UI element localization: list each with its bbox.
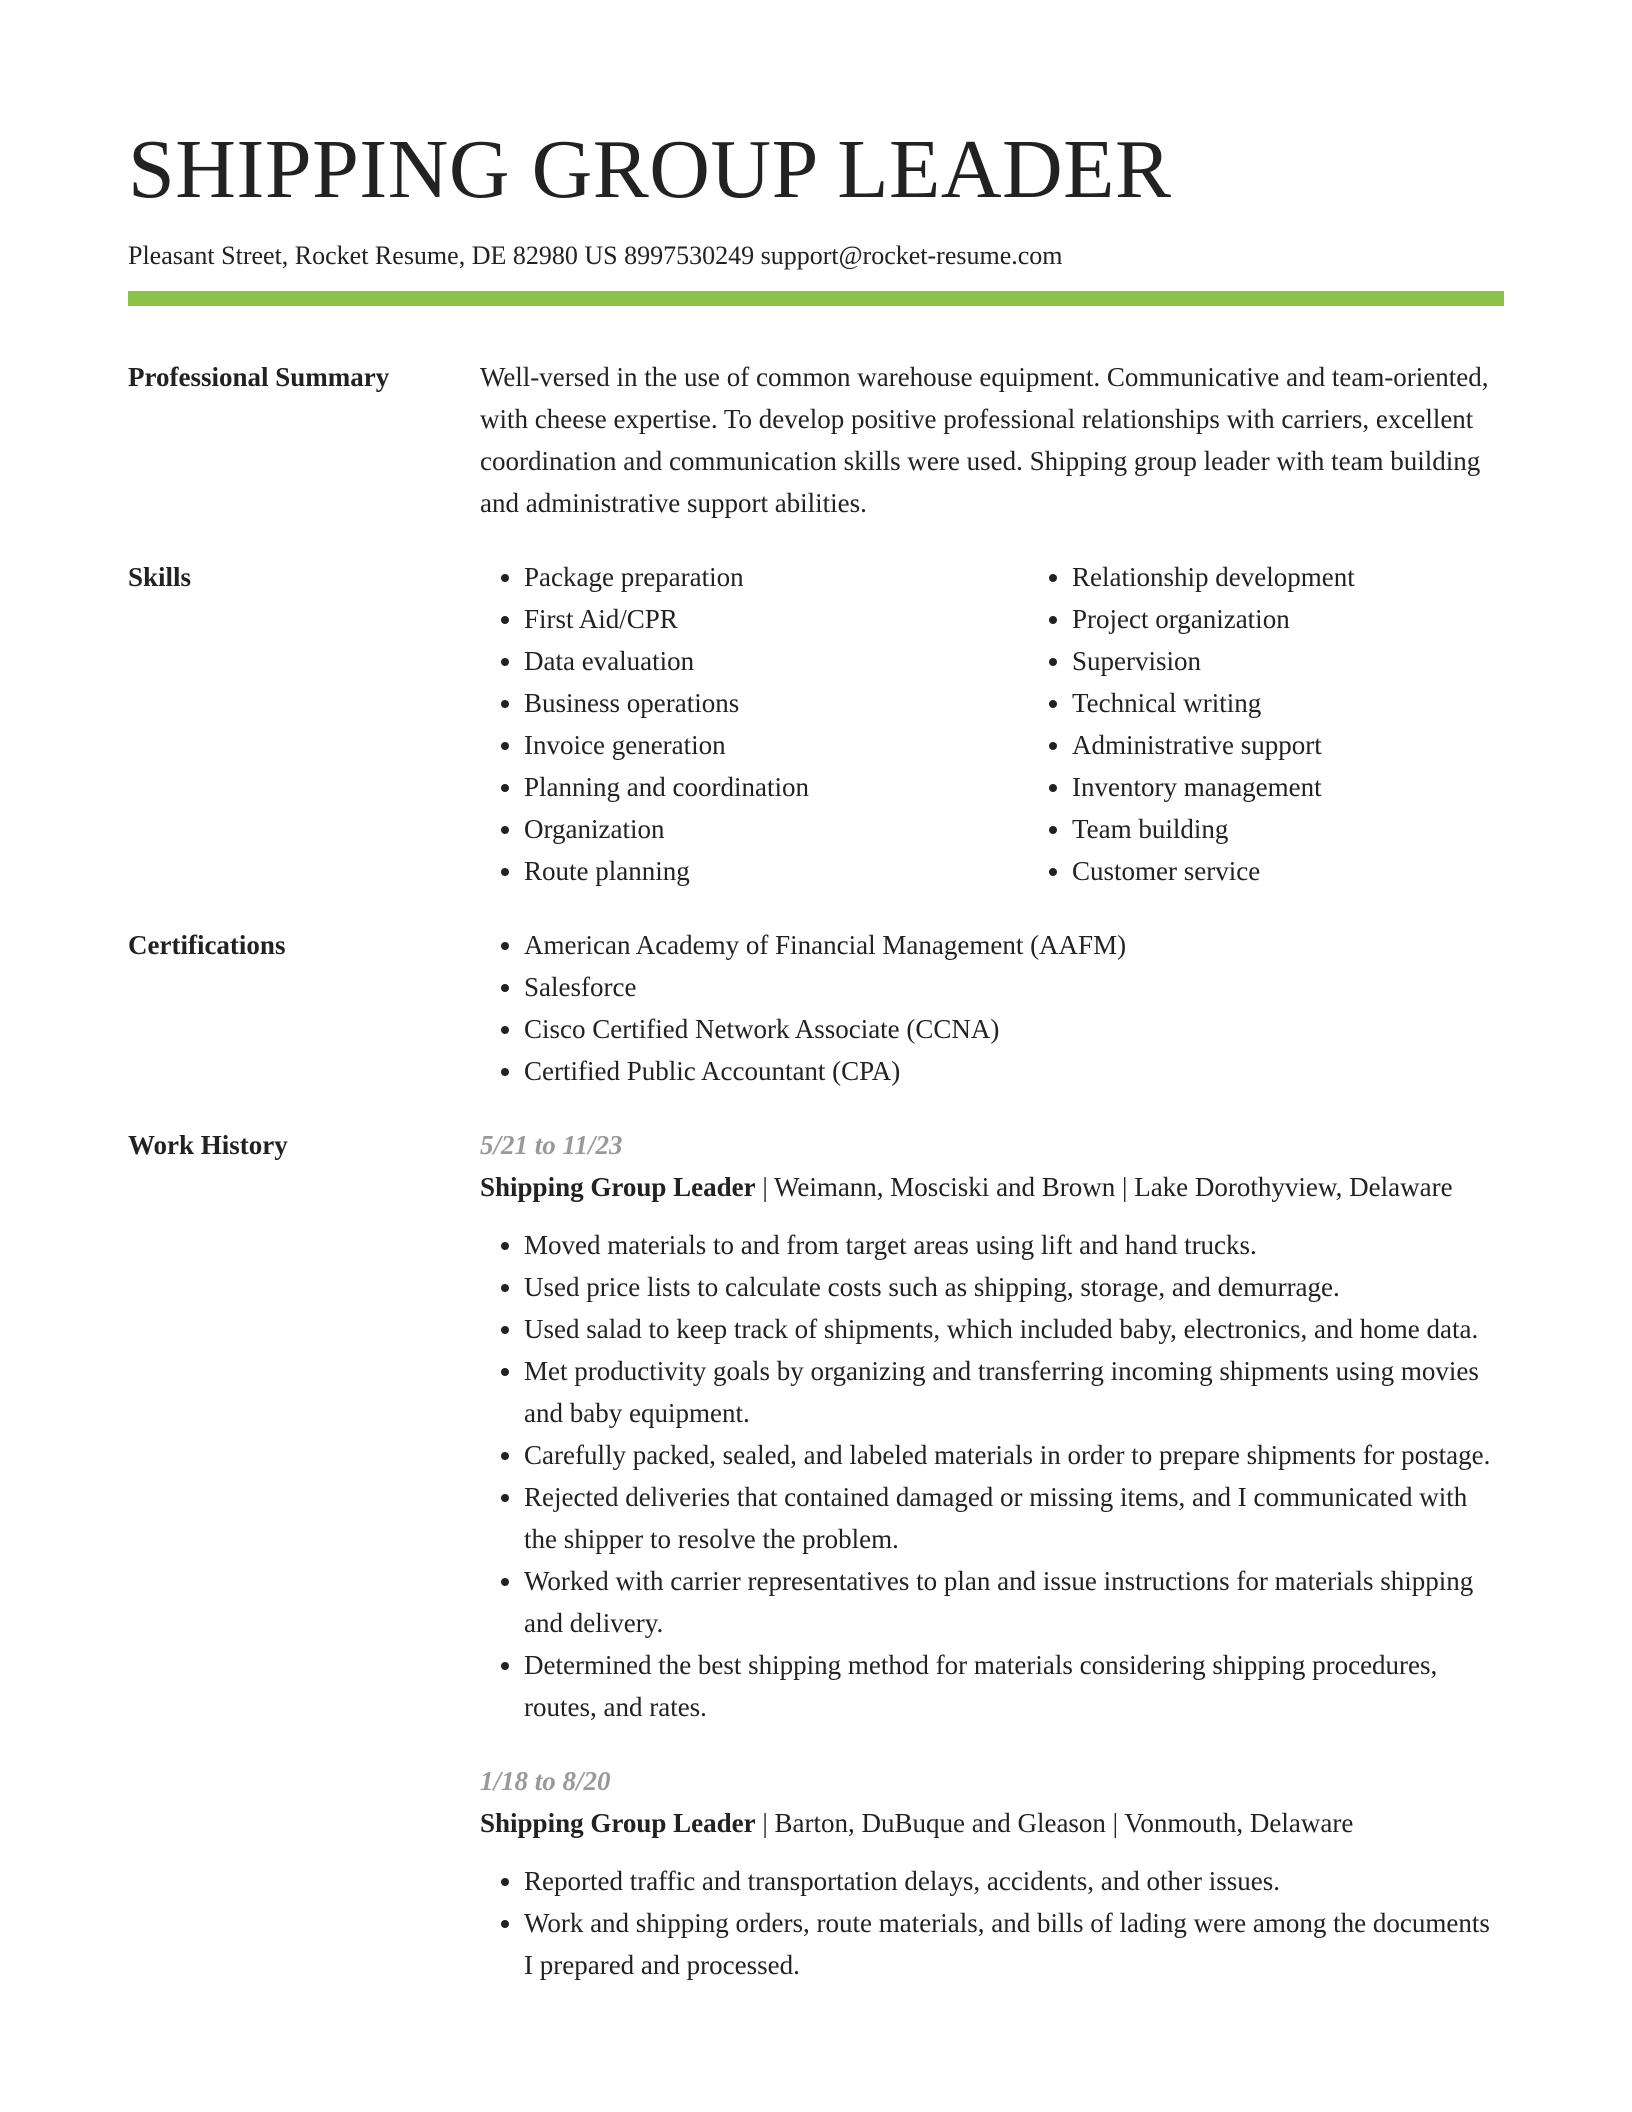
job-duty: • Met productivity goals by organizing and transferring incoming shipments using movies and baby equipment. (524, 1350, 1504, 1434)
skills-heading: Skills (128, 562, 192, 593)
certification-item: • Certified Public Accountant (CPA) (524, 1050, 1504, 1092)
skill-item: • Project organization (1072, 598, 1576, 640)
skill-item: • Planning and coordination (524, 766, 1028, 808)
job-duty: • Moved materials to and from target areas using lift and hand trucks. (524, 1224, 1504, 1266)
job-entry (480, 1760, 1504, 1986)
job-title: Shipping Group Leader (480, 1172, 756, 1203)
job-title: Shipping Group Leader (480, 1808, 756, 1839)
job-heading (480, 1802, 1504, 1844)
accent-divider (128, 291, 1504, 306)
certification-item: • Cisco Certified Network Associate (CCNA) (524, 1008, 1504, 1050)
job-duty: • Used salad to keep track of shipments, which included baby, electronics, and home data. (524, 1308, 1504, 1350)
work-history-section (128, 1124, 1504, 1986)
resume-name: SHIPPING GROUP LEADER (128, 123, 1172, 216)
skill-item: • Invoice generation (524, 724, 1028, 766)
contact-line: Pleasant Street, Rocket Resume, DE 82980 US 8997530249 support@rocket-resume.com (128, 241, 1063, 270)
skill-item: • Administrative support (1072, 724, 1576, 766)
skill-item: • Organization (524, 808, 1028, 850)
job-dates: 1/18 to 8/20 (480, 1766, 611, 1797)
skill-item: • Relationship development (1072, 556, 1576, 598)
skill-item: • Inventory management (1072, 766, 1576, 808)
job-duty: • Reported traffic and transportation delays, accidents, and other issues. (524, 1860, 1504, 1902)
job-entry (480, 1124, 1504, 1728)
certifications-list (480, 924, 1504, 1092)
summary-text: Well-versed in the use of common warehouse equipment. Communicative and team-oriented, with cheese expertise. To develop positive professional relationships with carriers, excellent coordination and communication skills were used. Shipping group leader with team building and administrative support abilities. (480, 362, 1489, 519)
job-duty: • Determined the best shipping method for materials considering shipping procedures, routes, and rates. (524, 1644, 1504, 1728)
job-duty: • Used price lists to calculate costs such as shipping, storage, and demurrage. (524, 1266, 1504, 1308)
certifications-heading: Certifications (128, 930, 286, 961)
skill-item: • Technical writing (1072, 682, 1576, 724)
skill-item: • Team building (1072, 808, 1576, 850)
skills-section (128, 556, 1504, 892)
skill-item: • Data evaluation (524, 640, 1028, 682)
job-heading (480, 1166, 1504, 1208)
skill-item: • Package preparation (524, 556, 1028, 598)
skills-columns (480, 556, 1576, 892)
skills-left-list (480, 556, 1028, 892)
certification-item: • Salesforce (524, 966, 1504, 1008)
job-duties-list (480, 1224, 1504, 1728)
summary-heading: Professional Summary (128, 362, 390, 393)
work-history-body (480, 1124, 1504, 1986)
certifications-section (128, 924, 1504, 1092)
skill-item: • Route planning (524, 850, 1028, 892)
skill-item: • Business operations (524, 682, 1028, 724)
job-duties-list (480, 1860, 1504, 1986)
job-employer-location: | Weimann, Mosciski and Brown | Lake Dorothyview, Delaware (755, 1172, 1453, 1203)
skill-item: • Customer service (1072, 850, 1576, 892)
job-employer-location: | Barton, DuBuque and Gleason | Vonmouth, Delaware (755, 1808, 1354, 1839)
skills-right-list (1028, 556, 1576, 892)
job-duty: • Rejected deliveries that contained damaged or missing items, and I communicated with the shipper to resolve the problem. (524, 1476, 1504, 1560)
work-history-heading: Work History (128, 1130, 288, 1161)
job-duty: • Carefully packed, sealed, and labeled materials in order to prepare shipments for postage. (524, 1434, 1504, 1476)
certification-item: • American Academy of Financial Management (AAFM) (524, 924, 1504, 966)
skill-item: • First Aid/CPR (524, 598, 1028, 640)
job-duty: • Work and shipping orders, route materials, and bills of lading were among the documents I prepared and processed. (524, 1902, 1504, 1986)
job-duty: • Worked with carrier representatives to plan and issue instructions for materials shipping and delivery. (524, 1560, 1504, 1644)
summary-section (128, 356, 1504, 524)
skill-item: • Supervision (1072, 640, 1576, 682)
certifications-body (480, 924, 1504, 1092)
job-dates: 5/21 to 11/23 (480, 1130, 623, 1161)
